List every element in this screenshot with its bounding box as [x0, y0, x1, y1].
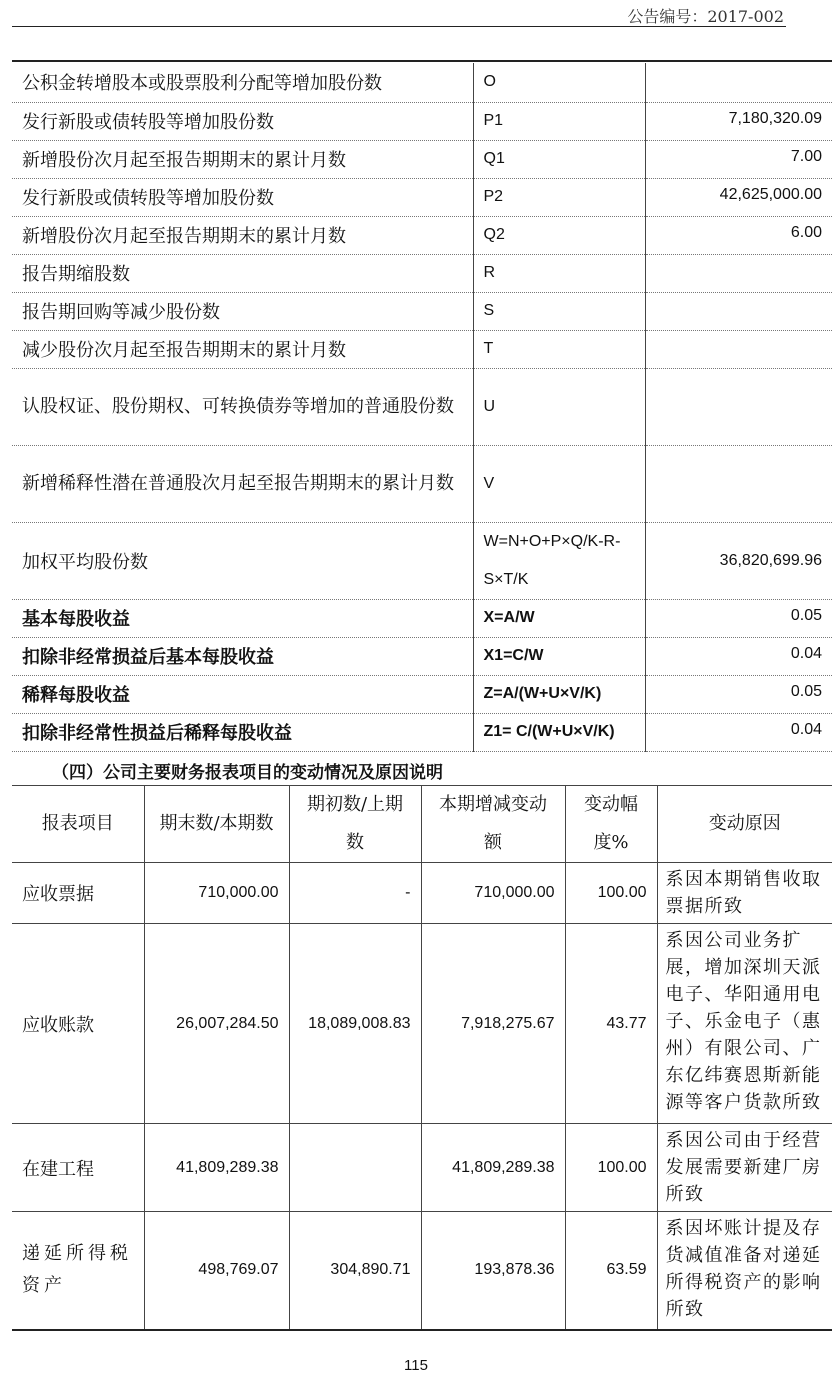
formula-symbol: O — [473, 63, 645, 102]
item-label: 报告期缩股数 — [12, 254, 473, 292]
change-amount: 41,809,289.38 — [421, 1124, 565, 1212]
item-label: 减少股份次月起至报告期期末的累计月数 — [12, 330, 473, 368]
formula-symbol: R — [473, 254, 645, 292]
table-row — [12, 178, 832, 216]
item-value: 7,180,320.09 — [645, 102, 832, 140]
formula-symbol: X1=C/W — [473, 637, 645, 675]
begin-value: - — [289, 863, 421, 924]
formula-symbol: Q1 — [473, 140, 645, 178]
header-change-pct: 变动幅度% — [565, 786, 657, 863]
change-amount: 7,918,275.67 — [421, 924, 565, 1124]
item-label: 扣除非经常损益后基本每股收益 — [12, 637, 473, 675]
item-value — [645, 292, 832, 330]
item-value: 0.05 — [645, 675, 832, 713]
end-value: 41,809,289.38 — [144, 1124, 289, 1212]
header-end-value: 期末数/本期数 — [144, 786, 289, 863]
item-value: 7.00 — [645, 140, 832, 178]
change-amount: 710,000.00 — [421, 863, 565, 924]
item-label: 认股权证、股份期权、可转换债券等增加的普通股份数 — [12, 368, 473, 445]
section-title: （四）公司主要财务报表项目的变动情况及原因说明 — [52, 763, 443, 783]
item-label: 应收票据 — [12, 863, 144, 924]
end-value: 710,000.00 — [144, 863, 289, 924]
item-value — [645, 330, 832, 368]
table-row — [12, 368, 832, 445]
change-pct: 100.00 — [565, 863, 657, 924]
table-header-row — [12, 786, 832, 863]
item-label: 新增稀释性潜在普通股次月起至报告期期末的累计月数 — [12, 445, 473, 522]
table-row — [12, 924, 832, 1124]
change-reason: 系因公司业务扩展，增加深圳天派电子、华阳通用电子、乐金电子（惠州）有限公司、广东亿纬赛恩斯新能源等客户货款所致 — [657, 924, 832, 1124]
document-number: 公告编号：2017-002 — [627, 7, 784, 26]
item-label: 稀释每股收益 — [12, 675, 473, 713]
begin-value: 18,089,008.83 — [289, 924, 421, 1124]
header-reason: 变动原因 — [657, 786, 832, 863]
change-amount: 193,878.36 — [421, 1212, 565, 1330]
financial-changes-table — [12, 785, 832, 1331]
eps-calculation-table — [12, 63, 832, 752]
item-label: 发行新股或债转股等增加股份数 — [12, 178, 473, 216]
page-number: 115 — [404, 1357, 428, 1374]
formula-symbol: T — [473, 330, 645, 368]
item-label: 发行新股或债转股等增加股份数 — [12, 102, 473, 140]
begin-value: 304,890.71 — [289, 1212, 421, 1330]
table-row — [12, 1212, 832, 1330]
table-row — [12, 675, 832, 713]
formula-symbol: Q2 — [473, 216, 645, 254]
formula-symbol: V — [473, 445, 645, 522]
change-pct: 63.59 — [565, 1212, 657, 1330]
formula-symbol: P2 — [473, 178, 645, 216]
item-value — [645, 63, 832, 102]
table-row — [12, 599, 832, 637]
item-value: 36,820,699.96 — [645, 522, 832, 599]
item-label: 基本每股收益 — [12, 599, 473, 637]
item-value: 0.04 — [645, 637, 832, 675]
item-value: 0.04 — [645, 713, 832, 751]
table-row — [12, 863, 832, 924]
item-label: 公积金转增股本或股票股利分配等增加股份数 — [12, 63, 473, 102]
item-value — [645, 254, 832, 292]
formula-symbol: S — [473, 292, 645, 330]
formula-symbol: W=N+O+P×Q/K-R-S×T/K — [473, 522, 645, 599]
header-change-amount: 本期增减变动额 — [421, 786, 565, 863]
change-reason: 系因本期销售收取票据所致 — [657, 863, 832, 924]
header-rule — [12, 26, 786, 27]
end-value: 26,007,284.50 — [144, 924, 289, 1124]
table-row — [12, 330, 832, 368]
item-value — [645, 445, 832, 522]
item-label: 递延所得税资产 — [12, 1212, 144, 1330]
table-row — [12, 292, 832, 330]
table-row — [12, 713, 832, 751]
table-row — [12, 102, 832, 140]
item-value: 0.05 — [645, 599, 832, 637]
table-row — [12, 140, 832, 178]
item-label: 新增股份次月起至报告期期末的累计月数 — [12, 216, 473, 254]
item-value — [645, 368, 832, 445]
formula-symbol: U — [473, 368, 645, 445]
item-label: 在建工程 — [12, 1124, 144, 1212]
formula-symbol: P1 — [473, 102, 645, 140]
table-row — [12, 1124, 832, 1212]
table-row — [12, 254, 832, 292]
begin-value — [289, 1124, 421, 1212]
change-pct: 100.00 — [565, 1124, 657, 1212]
table-row — [12, 637, 832, 675]
table-top-rule — [12, 60, 832, 62]
change-reason: 系因公司由于经营发展需要新建厂房所致 — [657, 1124, 832, 1212]
change-reason: 系因坏账计提及存货减值准备对递延所得税资产的影响所致 — [657, 1212, 832, 1330]
table-row — [12, 216, 832, 254]
header-begin-value: 期初数/上期数 — [289, 786, 421, 863]
end-value: 498,769.07 — [144, 1212, 289, 1330]
formula-symbol: X=A/W — [473, 599, 645, 637]
formula-symbol: Z1= C/(W+U×V/K) — [473, 713, 645, 751]
table-row — [12, 522, 832, 599]
table-row — [12, 63, 832, 102]
item-label: 加权平均股份数 — [12, 522, 473, 599]
item-label: 新增股份次月起至报告期期末的累计月数 — [12, 140, 473, 178]
header-item: 报表项目 — [12, 786, 144, 863]
item-label: 扣除非经常性损益后稀释每股收益 — [12, 713, 473, 751]
change-pct: 43.77 — [565, 924, 657, 1124]
item-label: 报告期回购等减少股份数 — [12, 292, 473, 330]
item-value: 42,625,000.00 — [645, 178, 832, 216]
item-label: 应收账款 — [12, 924, 144, 1124]
item-value: 6.00 — [645, 216, 832, 254]
formula-symbol: Z=A/(W+U×V/K) — [473, 675, 645, 713]
table-row — [12, 445, 832, 522]
